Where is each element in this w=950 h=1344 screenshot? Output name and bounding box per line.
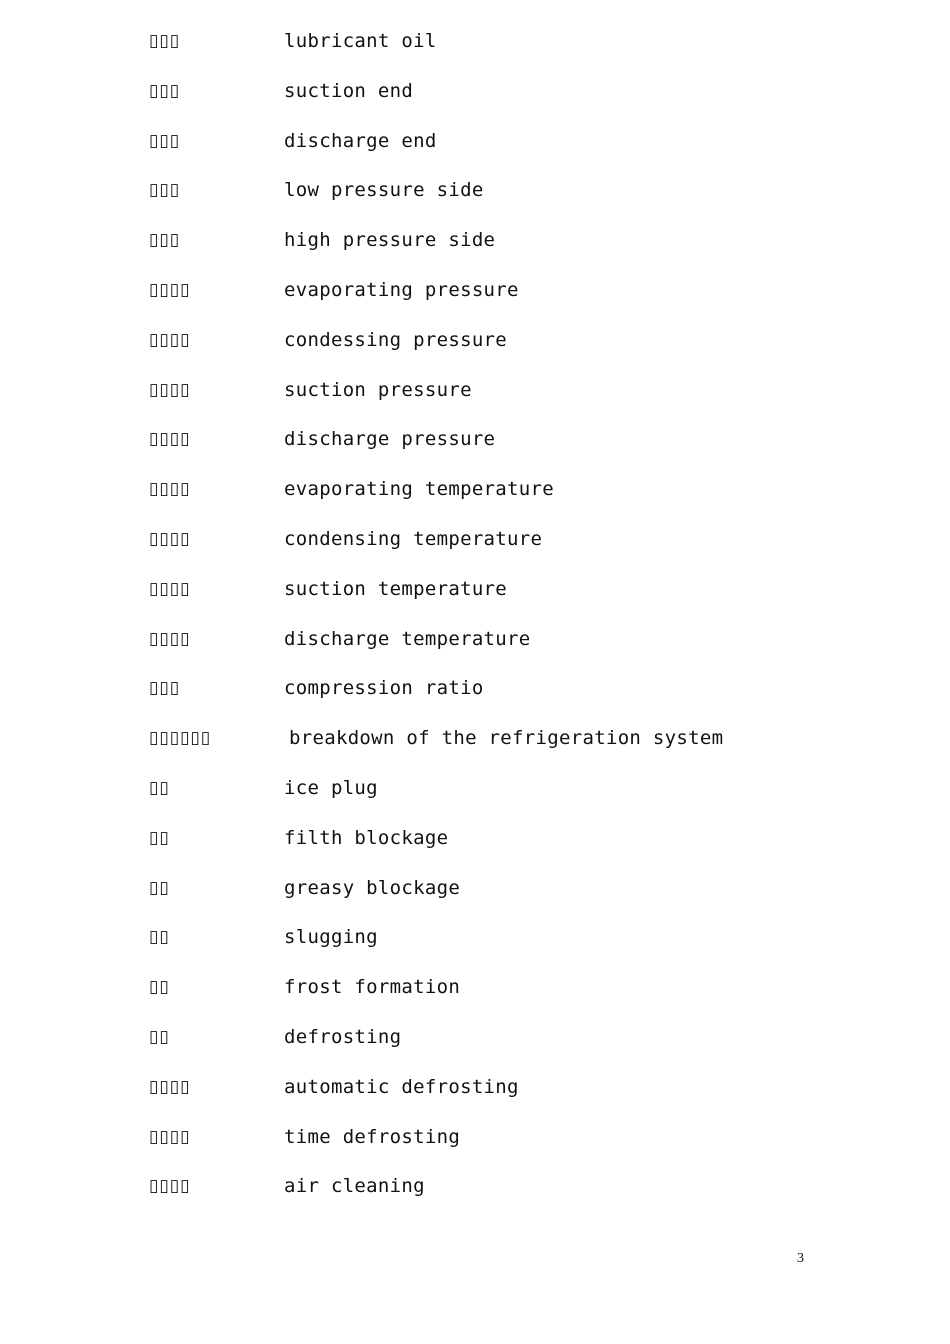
term-chinese: ▯▯▯▯ xyxy=(149,578,191,599)
glossary-row xyxy=(149,327,849,377)
term-english: ice plug xyxy=(284,776,378,799)
glossary-row xyxy=(149,825,849,875)
term-english: condensing temperature xyxy=(284,527,543,550)
glossary-row xyxy=(149,924,849,974)
glossary-row xyxy=(149,426,849,476)
term-english: suction temperature xyxy=(284,577,508,600)
term-english: air cleaning xyxy=(284,1175,425,1198)
term-chinese: ▯▯▯▯ xyxy=(149,628,191,649)
glossary-list xyxy=(149,28,849,1223)
term-chinese: ▯▯▯▯ xyxy=(149,1176,191,1197)
term-chinese: ▯▯ xyxy=(149,977,170,998)
term-chinese: ▯▯▯ xyxy=(149,678,181,699)
term-english: suction end xyxy=(284,79,414,102)
term-english: discharge end xyxy=(284,129,437,152)
glossary-row xyxy=(149,1124,849,1174)
glossary-row xyxy=(149,725,849,775)
term-english: filth blockage xyxy=(284,826,449,849)
glossary-row xyxy=(149,476,849,526)
term-chinese: ▯▯ xyxy=(149,827,170,848)
glossary-row xyxy=(149,675,849,725)
glossary-row xyxy=(149,526,849,576)
page-number: 3 xyxy=(797,1251,804,1266)
term-english: condessing pressure xyxy=(284,328,508,351)
term-english: frost formation xyxy=(284,976,461,999)
term-english: evaporating pressure xyxy=(284,278,519,301)
term-chinese: ▯▯▯▯ xyxy=(149,528,191,549)
glossary-row xyxy=(149,626,849,676)
term-chinese: ▯▯ xyxy=(149,877,170,898)
term-english: evaporating temperature xyxy=(284,478,554,501)
term-chinese: ▯▯▯▯▯▯ xyxy=(149,728,212,749)
term-english: compression ratio xyxy=(284,677,484,700)
glossary-row xyxy=(149,1024,849,1074)
term-english: suction pressure xyxy=(284,378,472,401)
term-chinese: ▯▯▯ xyxy=(149,80,181,101)
term-chinese: ▯▯ xyxy=(149,777,170,798)
glossary-row xyxy=(149,576,849,626)
term-chinese: ▯▯ xyxy=(149,1026,170,1047)
glossary-row xyxy=(149,128,849,178)
glossary-row xyxy=(149,875,849,925)
term-chinese: ▯▯ xyxy=(149,927,170,948)
term-english: low pressure side xyxy=(284,179,484,202)
term-chinese: ▯▯▯▯ xyxy=(149,429,191,450)
glossary-row xyxy=(149,775,849,825)
term-chinese: ▯▯▯▯ xyxy=(149,1076,191,1097)
term-english: discharge pressure xyxy=(284,428,496,451)
term-english: automatic defrosting xyxy=(284,1075,519,1098)
glossary-row xyxy=(149,227,849,277)
term-english: time defrosting xyxy=(284,1125,461,1148)
glossary-row xyxy=(149,177,849,227)
term-chinese: ▯▯▯▯ xyxy=(149,279,191,300)
glossary-row xyxy=(149,974,849,1024)
glossary-row xyxy=(149,28,849,78)
term-english: greasy blockage xyxy=(284,876,461,899)
term-chinese: ▯▯▯ xyxy=(149,31,181,51)
term-chinese: ▯▯▯▯ xyxy=(149,329,191,350)
term-english: high pressure side xyxy=(284,229,496,252)
glossary-row xyxy=(149,277,849,327)
term-english: defrosting xyxy=(284,1025,402,1048)
term-chinese: ▯▯▯ xyxy=(149,130,181,151)
term-english: lubricant oil xyxy=(284,30,437,52)
glossary-row xyxy=(149,78,849,128)
term-english: breakdown of the refrigeration system xyxy=(289,727,724,750)
term-chinese: ▯▯▯▯ xyxy=(149,1126,191,1147)
glossary-row xyxy=(149,1074,849,1124)
term-english: slugging xyxy=(284,926,378,949)
term-chinese: ▯▯▯▯ xyxy=(149,379,191,400)
term-chinese: ▯▯▯ xyxy=(149,230,181,251)
term-chinese: ▯▯▯▯ xyxy=(149,479,191,500)
glossary-row xyxy=(149,1173,849,1223)
term-english: discharge temperature xyxy=(284,627,531,650)
glossary-row xyxy=(149,377,849,427)
term-chinese: ▯▯▯ xyxy=(149,180,181,201)
